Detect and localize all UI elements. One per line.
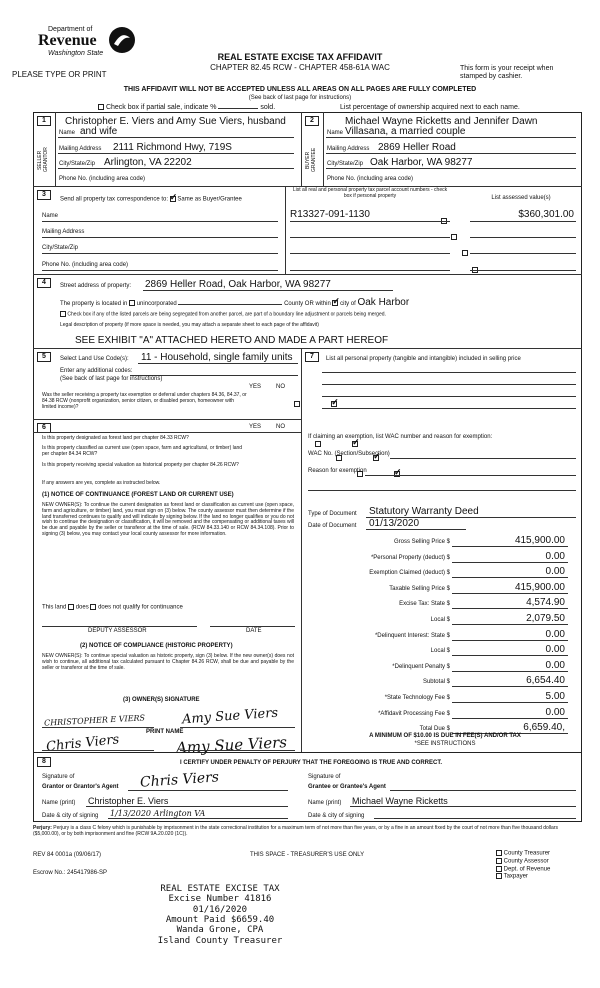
grantee-sig-line: [390, 790, 576, 791]
totals-row-label: Subtotal $: [422, 679, 450, 685]
seller-city-label: City/State/Zip: [59, 161, 96, 167]
totals-row-label: Local $: [430, 648, 450, 654]
buyer-mailing-value[interactable]: 2869 Heller Road: [378, 142, 456, 153]
segregated-checkbox[interactable]: [60, 311, 66, 317]
treasurer-stamp: [140, 884, 300, 946]
doc-date-label: Date of Document: [308, 523, 357, 529]
certify-text: I CERTIFY UNDER PENALTY OF PERJURY THAT THE FOREGOING IS TRUE AND CORRECT.: [180, 760, 443, 766]
totals-row-underline: [452, 546, 568, 547]
owner-sig-line-3: [42, 750, 154, 751]
partial-sale-label: Check box if partial sale, indicate %: [105, 104, 217, 111]
copy-dept-revenue: [496, 866, 550, 874]
reason-underline: [365, 475, 576, 476]
totals-row-underline: [452, 718, 568, 719]
parcel-3-checkbox[interactable]: [462, 250, 468, 256]
continuance-row: [42, 604, 183, 612]
totals-row-underline: [452, 702, 568, 703]
totals-row-value[interactable]: 2,079.50: [526, 613, 565, 624]
buyer-mailing-label: Mailing Address: [327, 146, 370, 152]
form-chapter: CHAPTER 82.45 RCW - CHAPTER 458-61A WAC: [210, 63, 390, 72]
print-name-label: PRINT NAME: [146, 729, 184, 735]
assessed-row-3: [470, 253, 576, 254]
reason-underline-2: [308, 490, 576, 491]
buyer-name-label: Name: [327, 130, 344, 136]
totals-row-underline: [452, 655, 568, 656]
ownership-note: List percentage of ownership acquired next to each name.: [340, 104, 520, 111]
doc-type-label: Type of Document: [308, 511, 357, 517]
dor-logo: [38, 26, 138, 70]
grantee-agent-label: Grantee or Grantee's Agent: [308, 784, 386, 790]
section-3-bottom: [33, 274, 582, 275]
stamp-line2: Excise Number 41816: [168, 894, 272, 905]
assessed-row-4: [470, 270, 576, 271]
city-value[interactable]: Oak Harbor: [357, 297, 410, 308]
totals-row-value[interactable]: 0.00: [545, 660, 565, 671]
buyer-city-label: City/State/Zip: [327, 161, 364, 167]
dor-emblem-icon: [108, 26, 136, 54]
totals-row-value[interactable]: 4,574.90: [526, 597, 565, 608]
copy-checkbox[interactable]: [496, 873, 502, 879]
buyer-name-underline: [326, 137, 576, 138]
totals-row-underline: [452, 640, 568, 641]
doc-date-underline: [366, 529, 466, 530]
unincorporated-label: unincorporated: [136, 301, 177, 307]
sold-label: sold.: [260, 104, 276, 111]
totals-row-value[interactable]: 6,659.40,: [523, 722, 565, 733]
this-land-label: This land: [42, 604, 67, 611]
totals-row-underline: [452, 608, 568, 609]
minimum-due: A MINIMUM OF $10.00 IS DUE IN FEE(S) AND/OR TAX: [369, 733, 521, 739]
s6-no-header: NO: [276, 424, 285, 430]
land-use-label: Select Land Use Code(s):: [60, 356, 129, 362]
deputy-label: DEPUTY ASSESSOR: [88, 628, 147, 634]
totals-row-underline: [452, 671, 568, 672]
s3-phone-label: Phone No. (including area code): [42, 262, 129, 268]
copy-checkbox[interactable]: [496, 866, 502, 872]
section-4-number: 4: [37, 278, 51, 288]
s3-mailing-underline: [42, 237, 278, 238]
s6-q2: Is this property classified as current use (open space, farm and agricultural, or timber) land per chapter 84.34 RCW?: [42, 445, 243, 457]
seller-name-line2[interactable]: and wife: [80, 126, 118, 137]
copy-label: County Assessor: [503, 858, 549, 865]
totals-row-underline: [452, 562, 568, 563]
totals-row-label: *Delinquent Penalty $: [392, 664, 450, 670]
grantor-name-value[interactable]: Christopher E. Viers: [88, 796, 169, 806]
totals-row-label: *State Technology Fee $: [384, 695, 450, 701]
totals-row-label: Exemption Claimed (deduct) $: [369, 570, 450, 576]
s5-s7-divider: [301, 348, 302, 419]
see-back-note: (See back of last page for instructions): [248, 95, 352, 101]
stamp-line6: Island County Treasurer: [157, 935, 283, 946]
grantor-date-line: [108, 818, 288, 819]
escrow-number: Escrow No.: 245417986-SP: [33, 870, 108, 876]
partial-sale-checkbox[interactable]: [98, 104, 104, 110]
totals-row-value[interactable]: 415,900.00: [514, 535, 565, 546]
totals-row-value[interactable]: 6,654.40: [526, 675, 565, 686]
grantor-sig-line: [128, 790, 288, 791]
totals-row-label: *Personal Property (deduct) $: [370, 555, 450, 561]
see-instructions: *SEE INSTRUCTIONS: [414, 741, 476, 747]
owner-sig-line-1: [42, 727, 154, 728]
receipt-note: This form is your receipt when stamped by cashier.: [460, 65, 554, 81]
does-label: does: [75, 604, 89, 611]
seller-name-line1[interactable]: Christopher E. Viers and Amy Sue Viers, husband: [65, 116, 286, 127]
s6-header-line: [33, 432, 301, 433]
seller-divider: [55, 112, 56, 186]
totals-row-label: Total Due $: [419, 726, 450, 732]
reason-label: Reason for exemption: [308, 468, 367, 474]
seller-mailing-underline: [58, 153, 294, 154]
copy-list: [496, 850, 550, 881]
buyer-phone-label: Phone No. (including area code): [327, 176, 414, 182]
located-row: [60, 297, 409, 309]
grantee-date-line: [374, 818, 576, 819]
copy-label: Taxpayer: [503, 873, 528, 880]
assessed-value[interactable]: $360,301.00: [518, 209, 574, 220]
personal-property-label: List all personal property (tangible and intangible) included in selling price: [326, 356, 521, 362]
perjury-label: Perjury:: [33, 825, 52, 831]
totals-row-value[interactable]: 415,900.00: [514, 582, 565, 593]
parcel-row-2: [290, 237, 450, 238]
send-correspondence-label: Send all property tax correspondence to:: [60, 196, 169, 203]
segregated-row: [60, 311, 386, 318]
totals-row-value[interactable]: 0.00: [545, 707, 565, 718]
notice1-title: (1) NOTICE OF CONTINUANCE (FOREST LAND OR CURRENT USE): [42, 492, 234, 498]
parcel-row-3: [290, 253, 450, 254]
s6-totals-divider: [301, 419, 302, 752]
send-correspondence: [60, 196, 242, 204]
pp-line-3: [322, 396, 576, 397]
notice2-text: NEW OWNER(S): To continue special valuation as historic property, sign (3) below. If the new owner(s) does not wish to continue, all additional tax calculated pursuant to Chapter 84.26 RCW, shall be due and payable by the seller or transferor at the time of sale.: [42, 653, 294, 671]
totals-row-label: Excise Tax: State $: [399, 601, 450, 607]
section-3-number: 3: [37, 190, 51, 200]
grantee-name-value[interactable]: Michael Wayne Ricketts: [352, 796, 448, 806]
seller-mailing-label: Mailing Address: [59, 146, 102, 152]
totals-row-underline: [452, 593, 568, 594]
buyer-divider: [323, 112, 324, 186]
copy-checkbox[interactable]: [496, 850, 502, 856]
does-not-label: does not qualify for continuance: [98, 604, 183, 611]
rev-number: REV 84 0001a (09/06/17): [33, 852, 102, 858]
deputy-date-label: DATE: [246, 628, 262, 634]
deputy-date-line: [210, 626, 295, 627]
warning-banner: THIS AFFIDAVIT WILL NOT BE ACCEPTED UNLESS ALL AREAS ON ALL PAGES ARE FULLY COMPLETED: [123, 86, 477, 93]
parcel-value[interactable]: R13327-091-1130: [290, 209, 370, 220]
additional-codes-label: Enter any additional codes:: [60, 368, 133, 374]
street-underline: [143, 290, 393, 291]
same-as-buyer-label: Same as Buyer/Grantee: [177, 196, 242, 203]
street-value[interactable]: 2869 Heller Road, Oak Harbor, WA 98277: [145, 279, 331, 290]
totals-row-label: Gross Selling Price $: [393, 539, 450, 545]
buyer-name-line2[interactable]: Villasana, a married couple: [345, 126, 466, 137]
copy-county-treasurer: [496, 850, 550, 858]
form-title: REAL ESTATE EXCISE TAX AFFIDAVIT: [217, 52, 383, 62]
s3-name-label: Name: [42, 213, 59, 219]
same-as-buyer-checkbox[interactable]: [170, 196, 176, 202]
perjury-note: [33, 826, 582, 838]
copy-county-assessor: [496, 858, 550, 866]
s3-phone-underline: [42, 270, 278, 271]
totals-row-label: Taxable Selling Price $: [389, 586, 450, 592]
grantor-signature[interactable]: Chris Viers: [139, 769, 220, 791]
doc-type-value[interactable]: Statutory Warranty Deed: [369, 506, 479, 517]
city-of-label: city of: [340, 301, 356, 307]
s3-mailing-label: Mailing Address: [42, 229, 85, 235]
pp-line-1: [322, 372, 576, 373]
parcel-2-checkbox[interactable]: [451, 234, 457, 240]
s5-see-back: (See back of last page for instructions): [60, 376, 163, 382]
copy-label: County Treasurer: [503, 850, 551, 857]
seller-phone-label: Phone No. (including area code): [59, 176, 146, 182]
grantee-sig-of: Signature of: [308, 774, 341, 780]
segregated-label: Check box if any of the listed parcels are being segregated from another parcel, are part of a boundary line adjustment or parcels being merged.: [67, 311, 386, 318]
seller-mailing-value[interactable]: 2111 Richmond Hwy, 719S: [113, 142, 232, 153]
logo-dept-line2: Revenue: [38, 32, 97, 49]
parcel-row-1: [290, 221, 450, 222]
pp-line-4: [322, 408, 576, 409]
totals-row-label: *Affidavit Processing Fee $: [378, 711, 450, 717]
exemption-label: If claiming an exemption, list WAC number and reason for exemption:: [308, 434, 493, 440]
street-label: Street address of property:: [60, 283, 132, 289]
section-1-number: 1: [37, 116, 51, 126]
copy-taxpayer: [496, 873, 550, 881]
section-2-number: 2: [305, 116, 319, 126]
totals-row-value[interactable]: 0.00: [545, 551, 565, 562]
parcel-header: List all real and personal property tax parcel account numbers - check box if personal property: [292, 187, 448, 199]
totals-row-value[interactable]: 0.00: [545, 566, 565, 577]
stamp-line5: Wanda Grone, CPA: [176, 925, 264, 936]
deputy-sig-line: [42, 626, 197, 627]
s6-if-yes: If any answers are yes, complete as instructed below.: [42, 480, 161, 486]
buyer-city-underline: [326, 168, 576, 169]
grantor-date-label: Date & city of signing: [42, 813, 99, 819]
s3-city-label: City/State/Zip: [42, 245, 79, 251]
owner-sig-4[interactable]: Amy Sue Viers: [175, 733, 288, 757]
totals-row-label: Local $: [430, 617, 450, 623]
totals-row-value[interactable]: 0.00: [545, 644, 565, 655]
owner-sig-label: (3) OWNER(S) SIGNATURE: [123, 697, 200, 703]
logo-dept-line3: Washington State: [48, 50, 104, 57]
grantor-agent-label: Grantor or Grantor's Agent: [42, 784, 119, 790]
wac-label: WAC No. (Section/Subsection): [308, 451, 390, 457]
city-of-checkbox[interactable]: [332, 300, 338, 306]
wac-underline: [390, 458, 576, 459]
seller-city-value[interactable]: Arlington, VA 22202: [104, 157, 192, 168]
s5-question: Was the seller receiving a property tax exemption or deferral under chapters 84.36, 84.37, or 84.38 RCW (nonprofit organization, senior citizen, or disabled person, homeowner with limited income)?: [42, 392, 247, 410]
assessed-row-1: [470, 221, 576, 222]
s5-no-header: NO: [276, 384, 285, 390]
owner-sig-line-2: [180, 727, 295, 728]
seller-name-underline: [58, 137, 294, 138]
owner-sig-3[interactable]: Chris Viers: [45, 732, 120, 755]
exhibit-text: SEE EXHIBIT "A" ATTACHED HERETO AND MADE A PART HEREOF: [75, 335, 389, 346]
land-use-underline: [138, 363, 298, 364]
section-5-number: 5: [37, 352, 51, 362]
s5-no-checkbox[interactable]: [331, 401, 337, 407]
grantee-date-label: Date & city of signing: [308, 813, 365, 819]
buyer-city-value[interactable]: Oak Harbor, WA 98277: [370, 157, 473, 168]
county-within-label: County OR within: [284, 301, 331, 307]
totals-row-value[interactable]: 5.00: [545, 691, 565, 702]
owner-sig-1[interactable]: CHRISTOPHER E VIERS: [43, 713, 146, 728]
grantor-sig-of: Signature of: [42, 774, 75, 780]
buyer-side-label: BUYER GRANTEE: [305, 147, 317, 173]
s5-yes-header: YES: [249, 384, 262, 390]
grantee-name-line: [350, 806, 576, 807]
s6-yes-header: YES: [249, 424, 262, 430]
grantee-name-label: Name (print): [308, 800, 342, 806]
does-checkbox[interactable]: [68, 604, 74, 610]
s3-divider: [285, 186, 286, 274]
copy-label: Dept. of Revenue: [503, 866, 551, 873]
totals-row-value[interactable]: 0.00: [545, 629, 565, 640]
please-type: PLEASE TYPE OR PRINT: [12, 70, 107, 79]
grantor-name-label: Name (print): [42, 800, 76, 806]
stamp-line3: 01/16/2020: [192, 904, 248, 915]
seller-name-label: Name: [59, 130, 76, 136]
section-6-number: 6: [37, 423, 51, 433]
section-4-bottom: [33, 348, 582, 349]
owner-sig-2[interactable]: Amy Sue Viers: [181, 705, 279, 728]
pp-line-2: [322, 384, 576, 385]
notice2-title: (2) NOTICE OF COMPLIANCE (HISTORIC PROPERTY): [80, 643, 233, 649]
buyer-name-line1[interactable]: Michael Wayne Ricketts and Jennifer Dawn: [345, 116, 538, 127]
legal-desc-label: Legal description of property (if more space is needed, you may attach a separate sheet to each page of the affidavit): [60, 322, 319, 328]
unincorporated-checkbox[interactable]: [129, 300, 135, 306]
grantor-name-line: [86, 806, 288, 807]
seller-buyer-divider: [301, 112, 302, 186]
notice1-text: NEW OWNER(S): To continue the current designation as forest land or classification as current use (open space, farm and agriculture, or timber) land, you must sign on (3) below. The county assessor must then determine if the land transferred continues to qualify and will indicate by signing below. If the land no longer qualifies or you do not wish to continue the designation or classification, it will be removed and the compensating or additional taxes will be due and payable by the seller or transferor at the time of sale. (RCW 84.33.140 or RCW 84.34.108). Prior to signing (3) below, you may contact your local county assessor for more information.: [42, 502, 294, 537]
section-8-number: 8: [37, 757, 51, 767]
section-7-number: 7: [305, 352, 319, 362]
totals-row-underline: [452, 577, 568, 578]
totals-row-label: *Delinquent Interest: State $: [374, 633, 450, 639]
section-5-bottom: [33, 419, 301, 420]
totals-row-underline: [452, 686, 568, 687]
totals-row-underline: [452, 624, 568, 625]
logo-dept-line1: Department of: [48, 26, 93, 33]
treasurer-space: THIS SPACE - TREASURER'S USE ONLY: [250, 852, 365, 858]
s5-yes-checkbox[interactable]: [294, 401, 300, 407]
s3-city-underline: [42, 253, 278, 254]
copy-checkbox[interactable]: [496, 858, 502, 864]
stamp-line1: REAL ESTATE EXCISE TAX: [160, 884, 280, 894]
s6-q3: Is this property receiving special valuation as historical property per chapter 84.26 RCW?: [42, 462, 239, 468]
parcel-row-4: [290, 270, 450, 271]
s6-q1-no[interactable]: [352, 441, 358, 447]
s3-name-underline: [42, 221, 278, 222]
owner-sig-line-4: [180, 750, 295, 751]
buyer-mailing-underline: [326, 153, 576, 154]
assessed-header: List assessed value(s): [491, 195, 551, 201]
assessed-row-2: [470, 237, 576, 238]
seller-city-underline: [58, 168, 294, 169]
s6-q1-yes[interactable]: [315, 441, 321, 447]
does-not-checkbox[interactable]: [90, 604, 96, 610]
stamp-line4: Amount Paid $6659.40: [165, 915, 275, 926]
perjury-text: Perjury is a class C felony which is punishable by imprisonment in the state correctional institution for a maximum term of not more than five years, or by a fine in an amount fixed by the court of not more than five thousand dollars ($5,000.00), or by both imprisonment and fine (RCW 9A.20.020 (1C)).: [33, 825, 558, 837]
s6-q1: Is this property designated as forest land per chapter 84.33 RCW?: [42, 435, 189, 441]
seller-side-label: SELLER GRANTOR: [37, 147, 49, 173]
grantor-date-value[interactable]: 1/13/2020 Arlington VA: [110, 809, 206, 818]
located-label: The property is located in: [60, 301, 128, 307]
doc-date-value[interactable]: 01/13/2020: [369, 518, 420, 529]
land-use-value[interactable]: 11 - Household, single family units: [141, 352, 293, 363]
